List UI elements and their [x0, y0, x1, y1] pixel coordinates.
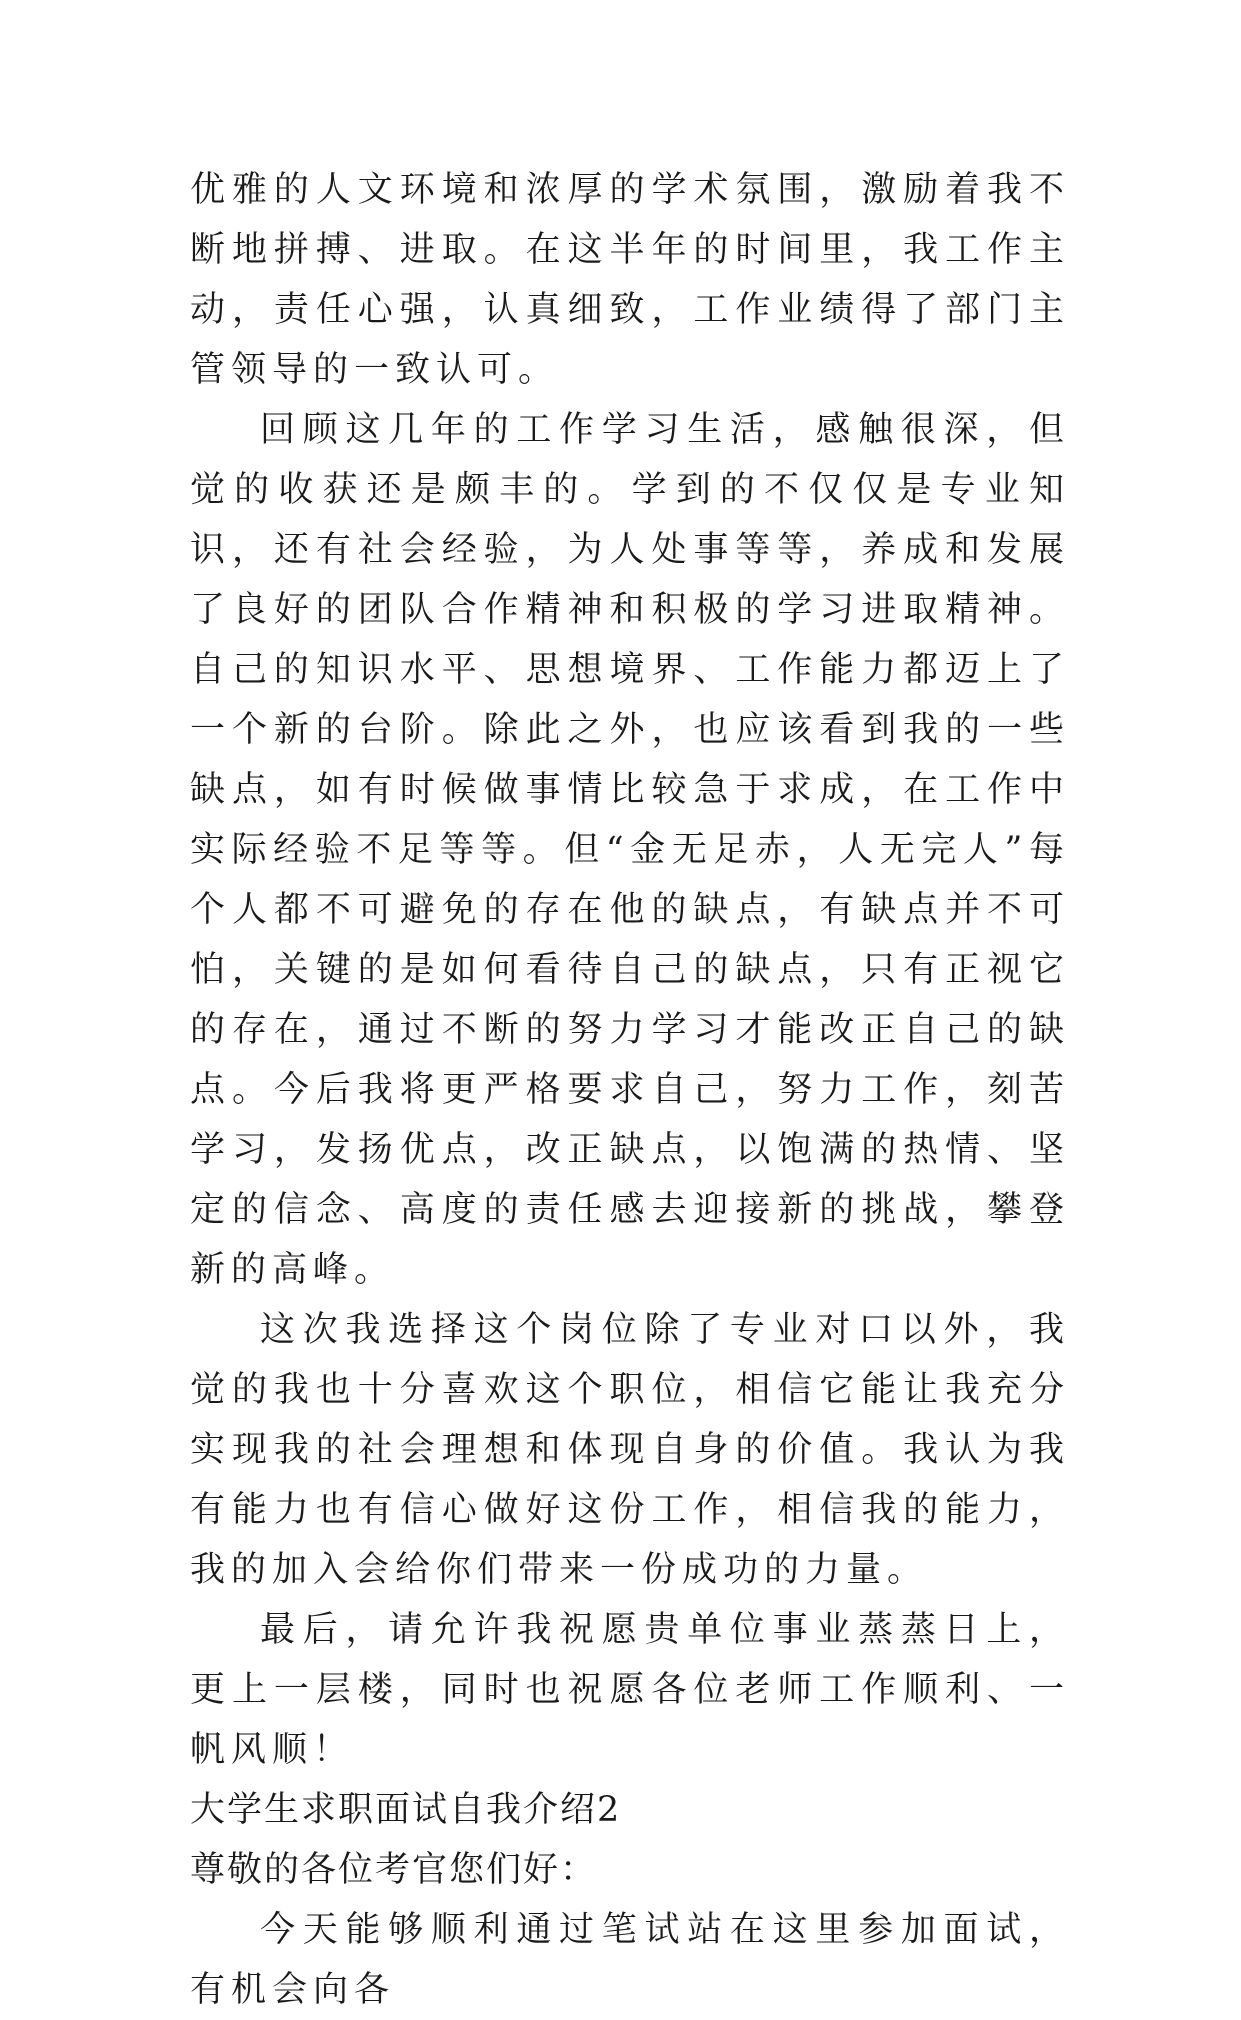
- paragraph-opening: 今天能够顺利通过笔试站在这里参加面试，有机会向各: [190, 1910, 1070, 2010]
- paragraph-continuation: 优雅的人文环境和浓厚的学术氛围，激励着我不断地拼搏、进取。在这半年的时间里，我工作主动，责任心强，认真细致，工作业绩得了部门主管领导的一致认可。: [190, 170, 1070, 390]
- salutation: 尊敬的各位考官您们好：: [190, 1850, 598, 1890]
- document-body: [190, 160, 1070, 2020]
- paragraph-position-choice: 这次我选择这个岗位除了专业对口以外，我觉的我也十分喜欢这个职位，相信它能让我充分实现我的社会理想和体现自身的价值。我认为我有能力也有信心做好这份工作，相信我的能力，我的加入会给你们带来一份成功的力量。: [190, 1310, 1070, 1590]
- paragraph-closing-wishes: 最后，请允许我祝愿贵单位事业蒸蒸日上，更上一层楼，同时也祝愿各位老师工作顺利、一帆风顺！: [190, 1610, 1070, 1770]
- paragraph-review: 回顾这几年的工作学习生活，感触很深，但觉的收获还是颇丰的。学到的不仅仅是专业知识，还有社会经验，为人处事等等，养成和发展了良好的团队合作精神和积极的学习进取精神。自己的知识水平、思想境界、工作能力都迈上了一个新的台阶。除此之外，也应该看到我的一些缺点，如有时候做事情比较急于求成，在工作中实际经验不足等等。但“金无足赤，人无完人”每个人都不可避免的存在他的缺点，有缺点并不可怕，关键的是如何看待自己的缺点，只有正视它的存在，通过不断的努力学习才能改正自己的缺点。今后我将更严格要求自己，努力工作，刻苦学习，发扬优点，改正缺点，以饱满的热情、坚定的信念、高度的责任感去迎接新的挑战，攀登新的高峰。: [190, 410, 1070, 1290]
- section-heading: 大学生求职面试自我介绍2: [190, 1790, 622, 1830]
